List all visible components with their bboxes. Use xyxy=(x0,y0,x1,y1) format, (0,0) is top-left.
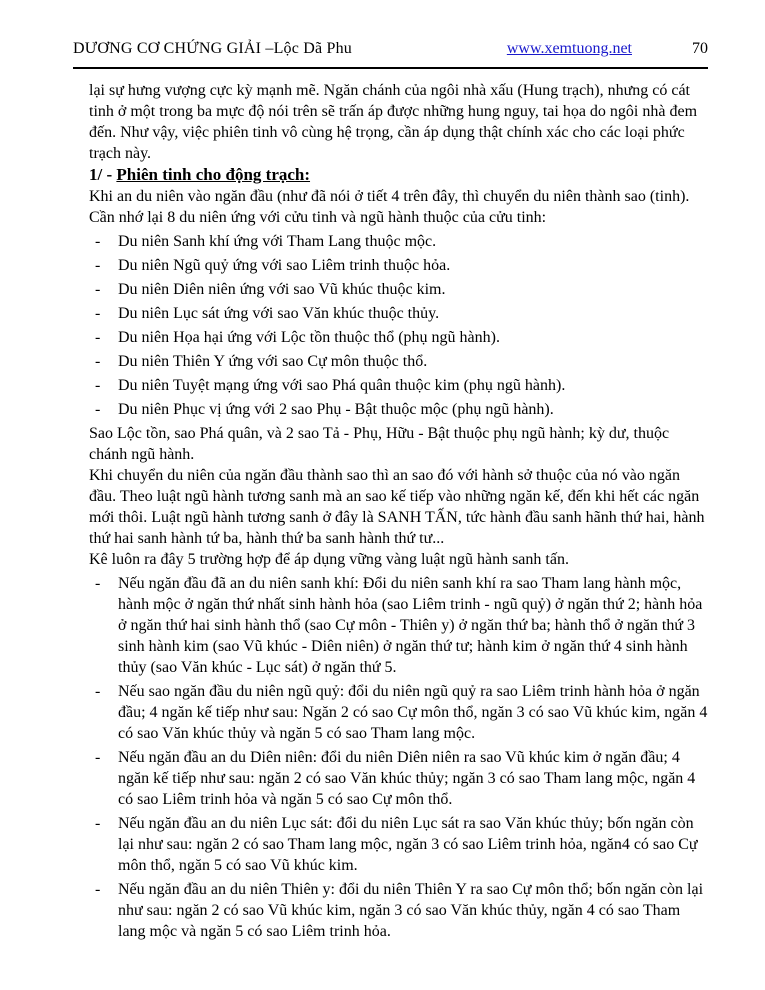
bullet-dash: - xyxy=(95,377,101,394)
cases-list xyxy=(89,573,708,942)
list-item xyxy=(89,681,708,744)
bullet-dash: - xyxy=(95,575,101,592)
bullet-dash: - xyxy=(95,683,101,700)
list-item-text: Nếu ngăn đầu an du niên Thiên y: đổi du niên Thiên Y ra sao Cự môn thổ; bốn ngăn còn lại như sau: ngăn 2 có sao Vũ khúc kim, ngăn 3 có sao Văn khúc thủy, ngăn 4 có sao Tham lang mộc và ngăn 5 có sao Liêm trinh hỏa. xyxy=(118,881,704,940)
list-item xyxy=(89,399,708,420)
header-right xyxy=(507,40,708,58)
list-item xyxy=(89,351,708,372)
list-item-text: Du niên Họa hại ứng với Lộc tồn thuộc thổ (phụ ngũ hành). xyxy=(118,329,500,346)
header-divider xyxy=(73,67,708,69)
list-item-text: Du niên Sanh khí ứng với Tham Lang thuộc mộc. xyxy=(118,233,437,250)
website-link[interactable]: www.xemtuong.net xyxy=(506,40,632,57)
bullet-dash: - xyxy=(95,353,101,370)
list-item-text: Nếu ngăn đầu an du Diên niên: đổi du niên Diên niên ra sao Vũ khúc kim ở ngăn đầu; 4 ngăn kế tiếp như sau: ngăn 2 có sao Văn khúc thủy; ngăn 3 có sao Tham lang mộc, ngăn 4 có sao Liêm trinh hỏa và ngăn 5 có sao Cự môn thổ. xyxy=(118,749,696,808)
list-item xyxy=(89,747,708,810)
list-item xyxy=(89,255,708,276)
list-item-text: Nếu sao ngăn đầu du niên ngũ quỷ: đổi du niên ngũ quỷ ra sao Liêm trinh hành hỏa ở ngăn đầu; 4 ngăn kế tiếp như sau: Ngăn 2 có sao Cự môn thổ, ngăn 3 có sao Vũ khúc kim, ngăn 4 có sao Văn khúc thủy và ngăn 5 có sao Tham lang mộc. xyxy=(118,683,708,742)
list-item xyxy=(89,231,708,252)
list-item xyxy=(89,303,708,324)
page-content xyxy=(89,80,708,942)
list-item xyxy=(89,375,708,396)
paragraph-khi-an: Khi an du niên vào ngăn đầu (như đã nói ở tiết 4 trên đây, thì chuyển du niên thành sao (tinh). Cần nhớ lại 8 du niên ứng với cửu tinh và ngũ hành thuộc của cửu tinh: xyxy=(89,188,690,226)
bullet-dash: - xyxy=(95,815,101,832)
bullet-dash: - xyxy=(95,257,101,274)
paragraph-sao-loc: Sao Lộc tồn, sao Phá quân, và 2 sao Tả - Phụ, Hữu - Bật thuộc phụ ngũ hành; kỳ dư, thuộc chánh ngũ hành. xyxy=(89,425,670,463)
bullet-dash: - xyxy=(95,305,101,322)
list-item-text: Du niên Tuyệt mạng ứng với sao Phá quân thuộc kim (phụ ngũ hành). xyxy=(118,377,566,394)
list-item-text: Du niên Ngũ quỷ ứng với sao Liêm trinh thuộc hỏa. xyxy=(118,257,451,274)
list-item-text: Du niên Thiên Y ứng với sao Cự môn thuộc thổ. xyxy=(118,353,428,370)
list-item xyxy=(89,327,708,348)
bullet-dash: - xyxy=(95,749,101,766)
list-item-text: Du niên Phục vị ứng với 2 sao Phụ - Bật thuộc mộc (phụ ngũ hành). xyxy=(118,401,554,418)
list-item-text: Du niên Lục sát ứng với sao Văn khúc thuộc thủy. xyxy=(118,305,440,322)
bullet-dash: - xyxy=(95,401,101,418)
paragraph-ke-luon: Kê luôn ra đây 5 trường hợp để áp dụng vững vàng luật ngũ hành sanh tấn. xyxy=(89,551,569,568)
bullet-dash: - xyxy=(95,881,101,898)
page-number: 70 xyxy=(692,40,708,57)
bullet-dash: - xyxy=(95,329,101,346)
bullet-dash: - xyxy=(95,281,101,298)
list-item xyxy=(89,573,708,678)
intro-paragraph: lại sự hưng vượng cực kỳ mạnh mẽ. Ngăn chánh của ngôi nhà xấu (Hung trạch), nhưng có cát tinh ở một trong ba mực độ nói trên sẽ trấn áp được những hung nguy, tai họa do ngôi nhà đem đến. Như vậy, việc phiên tinh vô cùng hệ trọng, cần áp dụng thật chính xác cho các loại phức trạch này. xyxy=(89,82,698,162)
section-number: 1/ - xyxy=(89,165,117,184)
section-heading xyxy=(89,164,708,186)
list-item xyxy=(89,879,708,942)
bullet-dash: - xyxy=(95,233,101,250)
section-title: Phiên tinh cho động trạch: xyxy=(116,165,311,184)
du-nien-list xyxy=(89,231,708,420)
list-item-text: Du niên Diên niên ứng với sao Vũ khúc thuộc kim. xyxy=(118,281,446,298)
list-item-text: Nếu ngăn đầu đã an du niên sanh khí: Đổi du niên sanh khí ra sao Tham lang hành mộc, hành mộc ở ngăn thứ nhất sinh hành hỏa (sao Liêm trinh - ngũ quỷ) ở ngăn thứ 2; hành hỏa ở ngăn thứ hai sinh hành thổ (sao Cự môn - Thiên y) ở ngăn thứ ba; hành thổ ở ngăn thứ 3 sinh hành kim (sao Vũ khúc - Diên niên) ở ngăn thứ tư; hành kim ở ngăn thứ 4 sinh hành thủy (sao Văn khúc - Lục sát) ở ngăn thứ 5. xyxy=(118,575,703,676)
list-item-text: Nếu ngăn đầu an du niên Lục sát: đổi du niên Lục sát ra sao Văn khúc thủy; bốn ngăn còn lại như sau: ngăn 2 có sao Tham lang mộc, ngăn 3 có sao Liêm trinh hỏa, ngăn4 có sao Cự môn thổ, ngăn 5 có sao Vũ khúc kim. xyxy=(118,815,698,874)
document-title: DƯƠNG CƠ CHỨNG GIẢI –Lộc Dã Phu xyxy=(73,40,353,57)
list-item xyxy=(89,813,708,876)
paragraph-khi-chuyen: Khi chuyển du niên của ngăn đầu thành sao thì an sao đó với hành sở thuộc của nó vào ngăn đầu. Theo luật ngũ hành tương sanh mà an sao kế tiếp vào những ngăn kế, đến khi hết các ngăn mới thôi. Luật ngũ hành tương sanh ở đây là SANH TẤN, tức hành đầu sanh hãnh thứ hai, hành thứ hai sanh hành tứ ba, hành thứ ba sanh hành thứ tư... xyxy=(89,467,705,547)
page-header xyxy=(73,40,708,58)
list-item xyxy=(89,279,708,300)
